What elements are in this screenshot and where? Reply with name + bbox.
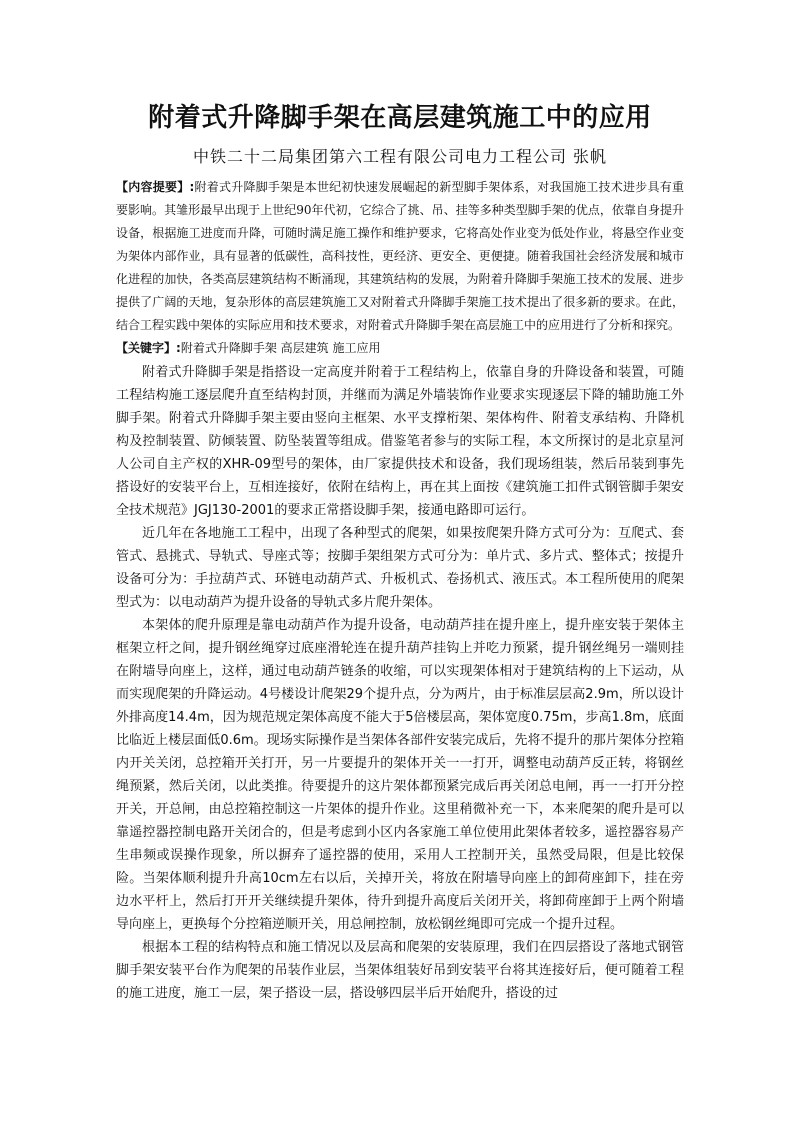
abstract-text: 附着式升降脚手架是本世纪初快速发展崛起的新型脚手架体系，对我国施工技术进步具有重要影响。其雏形最早出现于上世纪90年代初，它综合了挑、吊、挂等多种类型脚手架的优点，依靠自身提升设备，根据施工进度而升降，可随时满足施工操作和维护要求，它将高处作业变为低处作业，将悬空作业变为架体内部作业，具有显著的低碳性，高科技性，更经济、更安全、更便捷。随着我国社会经济发展和城市化进程的加快，各类高层建筑结构不断涌现，其建筑结构的发展，为附着升降脚手架施工技术的发展、进步提供了广阔的天地，复杂形体的高层建筑施工又对附着式升降脚手架施工技术提出了很多新的要求。在此，结合工程实践中架体的实际应用和技术要求，对附着式升降脚手架在高层施工中的应用进行了分析和探究。 xyxy=(116,180,684,332)
abstract xyxy=(116,176,684,337)
body-paragraph: 附着式升降脚手架是指搭设一定高度并附着于工程结构上，依靠自身的升降设备和装置，可随工程结构施工逐层爬升直至结构封顶，并继而为满足外墙装饰作业要求实现逐层下降的辅助施工外脚手架。附着式升降脚手架主要由竖向主框架、水平支撑桁架、架体构件、附着支承结构、升降机构及控制装置、防倾装置、防坠装置等组成。借鉴笔者参与的实际工程，本文所探讨的是北京星河人公司自主产权的XHR-09型号的架体，由厂家提供技术和设备，我们现场组装，然后吊装到事先搭设好的安装平台上，互相连接好，依附在结构上，再在其上面按《建筑施工扣件式钢管脚手架安全技术规范》JGJ130-2001的要求正常搭设脚手架，接通电路即可运行。 xyxy=(116,365,684,518)
keywords-text: 附着式升降脚手架 高层建筑 施工应用 xyxy=(180,341,381,355)
abstract-label: 【内容提要】: xyxy=(116,180,195,194)
keywords-label: 【关键字】: xyxy=(116,341,181,355)
keywords xyxy=(116,337,684,360)
body-paragraph: 近几年在各地施工工程中，出现了各种型式的爬架，如果按爬架升降方式可分为：互爬式、套管式、悬挑式、导轨式、导座式等；按脚手架组架方式可分为：单片式、多片式、整体式；按提升设备可分为：手拉葫芦式、环链电动葫芦式、升板机式、卷扬机式、液压式。本工程所使用的爬架型式为：以电动葫芦为提升设备的导轨式多片爬升架体。 xyxy=(116,526,684,610)
body-paragraph: 本架体的爬升原理是靠电动葫芦作为提升设备，电动葫芦挂在提升座上，提升座安装于架体主框架立杆之间，提升钢丝绳穿过底座滑轮连在提升葫芦挂钩上并吃力预紧，提升钢丝绳另一端则挂在附墙导向座上，这样，通过电动葫芦链条的收缩，可以实现架体相对于建筑结构的上下运动，从而实现爬架的升降运动。4号楼设计爬架29个提升点，分为两片，由于标准层层高2.9m，所以设计外排高度14.4m，因为规范规定架体高度不能大于5倍楼层高，架体宽度0.75m，步高1.8m，底面比临近上楼层面低0.6m。现场实际操作是当架体各部件安装完成后，先将不提升的那片架体分控箱内开关关闭，总控箱开关打开，另一片要提升的架体开关一一打开，调整电动葫芦反正转，将钢丝绳预紧，然后关闭，以此类推。待要提升的这片架体都预紧完成后再关闭总电闸，再一一打开分控开关，开总闸，由总控箱控制这一片架体的提升作业。这里稍微补充一下，本来爬架的爬升是可以靠遥控器控制电路开关闭合的，但是考虑到小区内各家施工单位使用此架体者较多，遥控器容易产生串频或误操作现象，所以摒弃了遥控器的使用，采用人工控制开关，虽然受局限，但是比较保险。当架体顺利提升升高10cm左右以后，关掉开关，将放在附墙导向座上的卸荷座卸下，挂在旁边水平杆上，然后打开开关继续提升架体，待升到提升高度后关闭开关，将卸荷座卸于上两个附墙导向座上，更换每个分控箱逆顺开关，用总闸控制，放松钢丝绳即可完成一个提升过程。 xyxy=(116,618,684,932)
author-line: 中铁二十二局集团第六工程有限公司电力工程公司 张帆 xyxy=(192,147,608,166)
document-title: 附着式升降脚手架在高层建筑施工中的应用 xyxy=(148,103,652,133)
body-paragraph: 根据本工程的结构特点和施工情况以及层高和爬架的安装原理，我们在四层搭设了落地式钢管脚手架安装平台作为爬架的吊装作业层，当架体组装好吊到安装平台将其连接好后，便可随着工程的施工进度，施工一层，架子搭设一层，搭设够四层半后开始爬升，搭设的过 xyxy=(116,940,684,1001)
